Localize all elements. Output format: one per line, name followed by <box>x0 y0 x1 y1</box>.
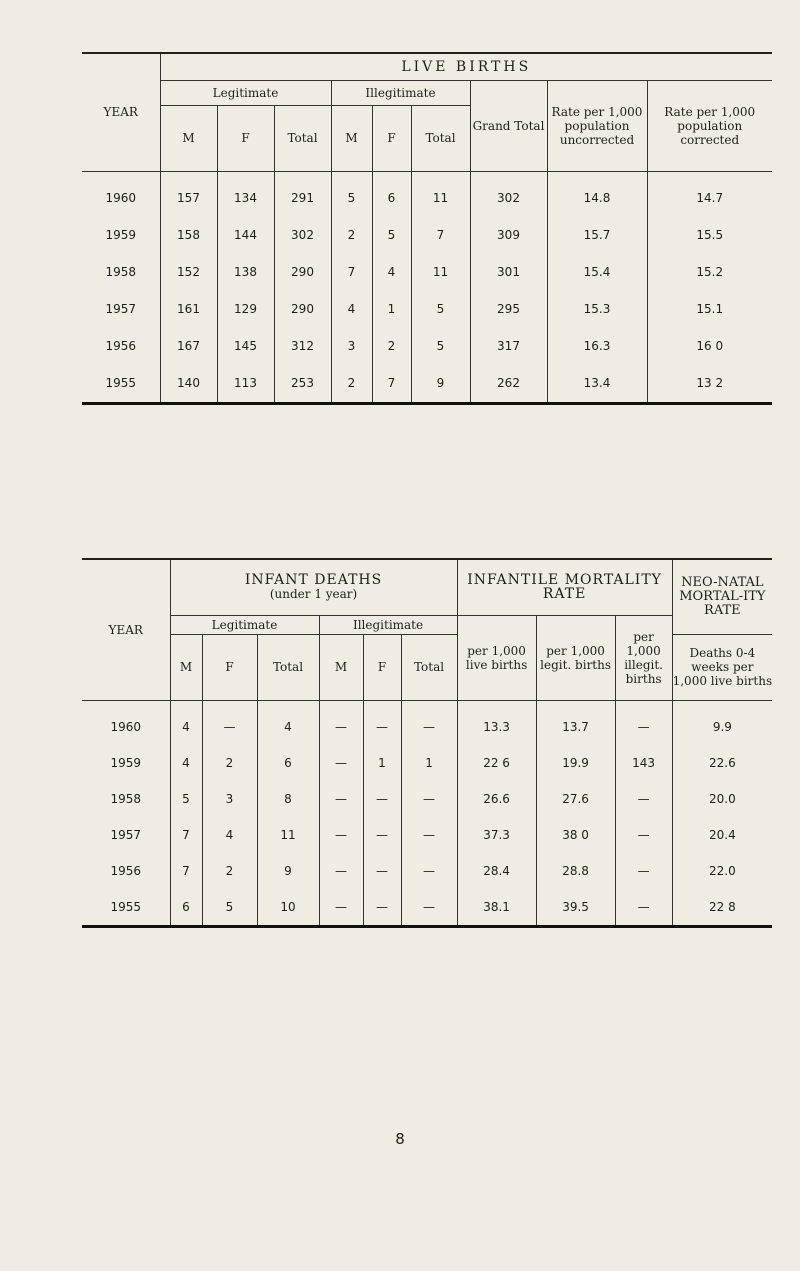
table-row: 1956 167 145 312 3 2 5 317 16.3 16 0 <box>82 328 772 365</box>
page-number: 8 <box>395 1130 405 1148</box>
illegit-f-header: F <box>363 634 401 700</box>
illegit-total-header: Total <box>411 105 470 171</box>
table-row: 1960 157 134 291 5 6 11 302 14.8 14.7 <box>82 171 772 217</box>
illegitimate-header: Illegitimate <box>331 80 470 105</box>
illegitimate-header: Illegitimate <box>319 615 457 634</box>
table-row: 1955 6 5 10 — — — 38.1 39.5 — 22 8 <box>82 889 772 927</box>
neonatal-title: NEO-NATAL MORTAL-ITY RATE <box>672 559 772 634</box>
table-row: 1956 7 2 9 — — — 28.4 28.8 — 22.0 <box>82 853 772 889</box>
legitimate-header: Legitimate <box>170 615 319 634</box>
infant-deaths-table <box>82 558 772 928</box>
table-row: 1955 140 113 253 2 7 9 262 13.4 13 2 <box>82 365 772 404</box>
table-row: 1959 158 144 302 2 5 7 309 15.7 15.5 <box>82 217 772 254</box>
legit-total-header: Total <box>274 105 331 171</box>
illegit-total-header: Total <box>401 634 457 700</box>
infantile-mortality-title: INFANTILE MORTALITY RATE <box>457 559 672 615</box>
legit-m-header: M <box>170 634 202 700</box>
legit-total-header: Total <box>257 634 319 700</box>
grand-total-header: Grand Total <box>470 80 547 171</box>
legit-m-header: M <box>160 105 217 171</box>
table-row: 1958 152 138 290 7 4 11 301 15.4 15.2 <box>82 254 772 291</box>
table-row: 1960 4 — 4 — — — 13.3 13.7 — 9.9 <box>82 700 772 745</box>
year-header: YEAR <box>82 53 160 171</box>
infant-deaths-title: INFANT DEATHS <box>244 572 383 589</box>
table-row: 1958 5 3 8 — — — 26.6 27.6 — 20.0 <box>82 781 772 817</box>
legitimate-header: Legitimate <box>160 80 331 105</box>
per-legit-births-header: per 1,000 legit. births <box>536 615 615 700</box>
illegit-f-header: F <box>372 105 411 171</box>
rate-corrected-header: Rate per 1,000 population corrected <box>647 80 772 171</box>
illegit-m-header: M <box>319 634 363 700</box>
neonatal-subheader: Deaths 0-4 weeks per 1,000 live births <box>672 634 772 700</box>
infant-deaths-header <box>170 559 457 615</box>
illegit-m-header: M <box>331 105 372 171</box>
year-header: YEAR <box>82 559 170 700</box>
per-live-births-header: per 1,000 live births <box>457 615 536 700</box>
legit-f-header: F <box>217 105 274 171</box>
table-row: 1957 7 4 11 — — — 37.3 38 0 — 20.4 <box>82 817 772 853</box>
live-births-title: LIVE BIRTHS <box>160 53 772 80</box>
live-births-table <box>82 52 772 405</box>
legit-f-header: F <box>202 634 257 700</box>
infant-deaths-subtitle: (under 1 year) <box>269 587 358 602</box>
per-illegit-births-header: per 1,000 illegit. births <box>615 615 672 700</box>
table-row: 1957 161 129 290 4 1 5 295 15.3 15.1 <box>82 291 772 328</box>
rate-uncorrected-header: Rate per 1,000 population uncorrected <box>547 80 647 171</box>
table-row: 1959 4 2 6 — 1 1 22 6 19.9 143 22.6 <box>82 745 772 781</box>
